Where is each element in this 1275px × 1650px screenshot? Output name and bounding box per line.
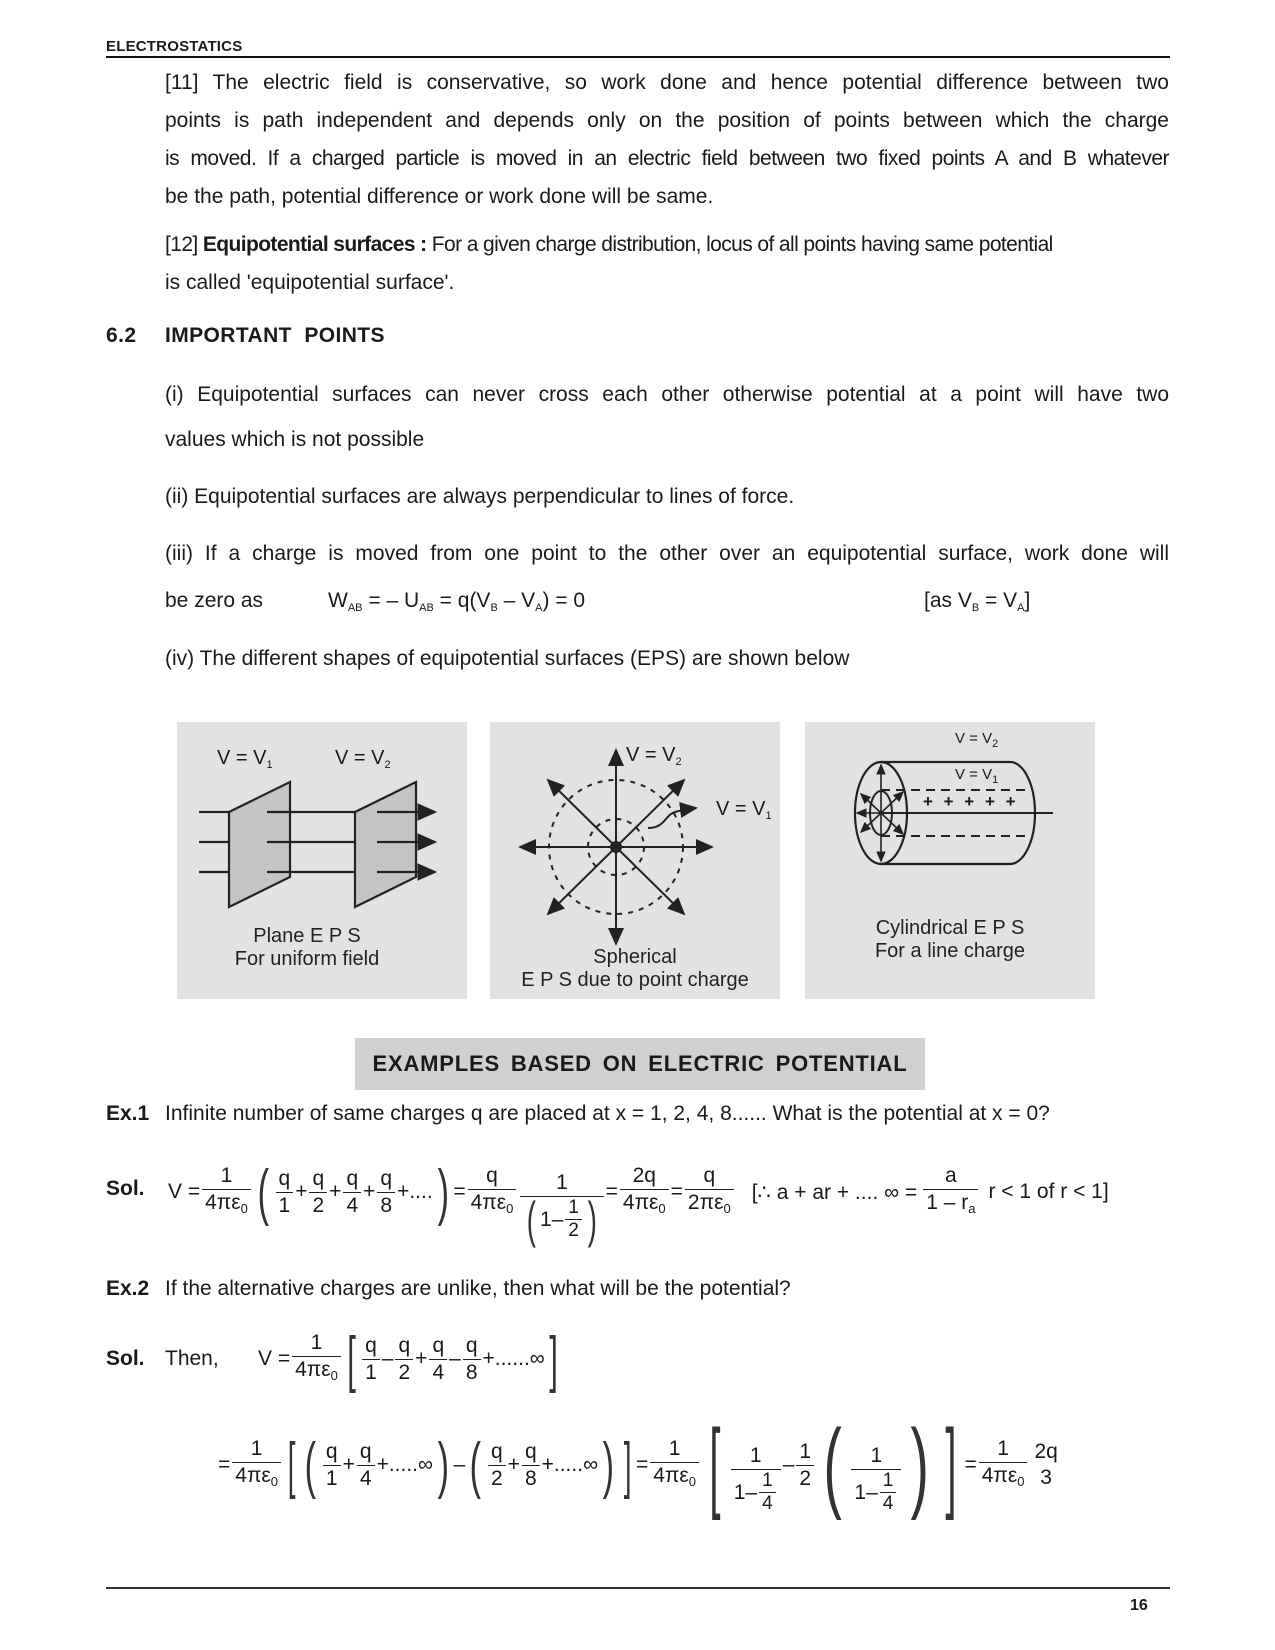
example-label: Ex.1	[106, 1102, 150, 1125]
label-v2: $V = V_2$	[335, 747, 391, 771]
page-number: 16	[1130, 1597, 1148, 1614]
header-rule	[106, 56, 1170, 58]
text-line: be the path, potential difference or work done will be same.	[165, 185, 714, 208]
label-v2: $V = V_2$	[955, 730, 999, 750]
definition-text: For a given charge distribution, locus of all points having same potential	[426, 233, 1053, 256]
example-1-question: Ex.1 Infinite number of same charges q are placed at x = 1, 2, 4, 8...... What is the potential at x = 0?	[106, 1095, 1050, 1133]
work-equation: $W_{AB}$ = – $U_{AB} = q(V_B - V_A) = 0$	[328, 589, 586, 614]
label-v2: $V = V_2$	[626, 744, 682, 768]
point-iii-line2-lead: be zero as	[165, 589, 264, 612]
footer-rule	[106, 1587, 1170, 1589]
example-2-solution-equation-2: = $\frac{1}{4\pi\varepsilon 0}$ [ ( $\frac{q}{1}$ + $\frac{q}{4}$ + .....∞ ) – ( $\frac{q}{2}$ + $\frac{q}{8}$ + .....∞ ) ] = $\frac{1}{4\pi\varepsilon 0}$ [ 1 1– $\frac{1}{4}$ – $\frac{1}{2}$ ( 1 1– $\frac{1}{4}$ ) ] = $\frac{1}{4\pi\varepsilon 0}$ 2q 3	[218, 1408, 1058, 1521]
text-line: is called 'equipotential surface'.	[165, 271, 455, 294]
solution-lead: Then,	[165, 1347, 219, 1370]
solution-label: Sol.	[106, 1177, 145, 1200]
section-number: 6.2	[106, 324, 137, 347]
geometric-series-note: [∴ a + ar + .... ∞ =	[751, 1180, 918, 1204]
running-header: ELECTROSTATICS	[106, 38, 243, 55]
label-v1: $V = V_1$	[217, 747, 273, 771]
item-prefix: [12]	[165, 233, 203, 256]
point-iv: (iv) The different shapes of equipotential surfaces (EPS) are shown below	[165, 647, 850, 670]
point-i-line1: (i) Equipotential surfaces can never cross each other otherwise potential at a point will have two	[165, 383, 1169, 406]
text-line: points is path independent and depends only on the position of points between which the charge	[165, 109, 1169, 132]
cylindrical-eps-diagram	[805, 722, 1095, 922]
line-charge-signs: + + + + +	[923, 792, 1019, 811]
point-iii-line1: (iii) If a charge is moved from one point to the other over an equipotential surface, work done will	[165, 542, 1169, 565]
text-line: is moved. If a charged particle is moved in an electric field between two fixed points A and B whatever	[165, 147, 1169, 170]
figure-plane-eps	[177, 722, 467, 999]
example-2-solution-equation-1: V = $\frac{1}{4\pi\varepsilon 0}$ [ $\frac{q}{1}$ – $\frac{q}{2}$ + $\frac{q}{4}$ – $\frac{q}{8}$ + ......∞ ]	[258, 1324, 558, 1394]
figure-caption: Spherical E P S due to point charge	[521, 946, 749, 991]
point-ii: (ii) Equipotential surfaces are always perpendicular to lines of force.	[165, 485, 795, 508]
section-title: IMPORTANT POINTS	[165, 324, 385, 347]
text-line: [11] The electric field is conservative, so work done and hence potential difference between two	[165, 71, 1169, 94]
example-label: Ex.2	[106, 1277, 150, 1300]
example-2-question: Ex.2 If the alternative charges are unlike, then what will be the potential?	[106, 1270, 791, 1308]
examples-heading: EXAMPLES BASED ON ELECTRIC POTENTIAL	[355, 1038, 925, 1090]
term-equipotential-surfaces: Equipotential surfaces :	[202, 233, 427, 256]
point-i-line2: values which is not possible	[165, 428, 425, 451]
figure-caption: Cylindrical E P S For a line charge	[874, 917, 1026, 962]
figure-caption: Plane E P S For uniform field	[234, 925, 380, 970]
figure-spherical-eps	[490, 722, 780, 999]
solution-label: Sol.	[106, 1347, 145, 1370]
label-v1: $V = V_1$	[716, 798, 772, 822]
equal-potential-note: [as $V_B = V_A$]	[924, 589, 1031, 614]
paragraph-11	[165, 64, 1169, 216]
label-v1: $V = V_1$	[955, 766, 999, 786]
paragraph-12	[165, 226, 1169, 302]
figure-cylindrical-eps	[805, 722, 1095, 999]
text-line	[165, 226, 1169, 264]
example-1-solution-equation: V = $\frac{1}{4\pi\varepsilon 0}$ ( $\frac{q}{1}$ + $\frac{q}{2}$ + $\frac{q}{4}$ + $\frac{q}{8}$ + .... ) = $\frac{q}{4\pi\varepsilon 0}$ 1 ( 1– $\frac{1}{2}$ ) = $\frac{2q}{4\pi\varepsilon 0}$ = $\frac{q}{2\pi\varepsilon 0}$ [∴ a + ar + .... ∞ = $\frac{a}{1 - ra}$ r < 1 of r < 1]	[168, 1157, 1109, 1248]
